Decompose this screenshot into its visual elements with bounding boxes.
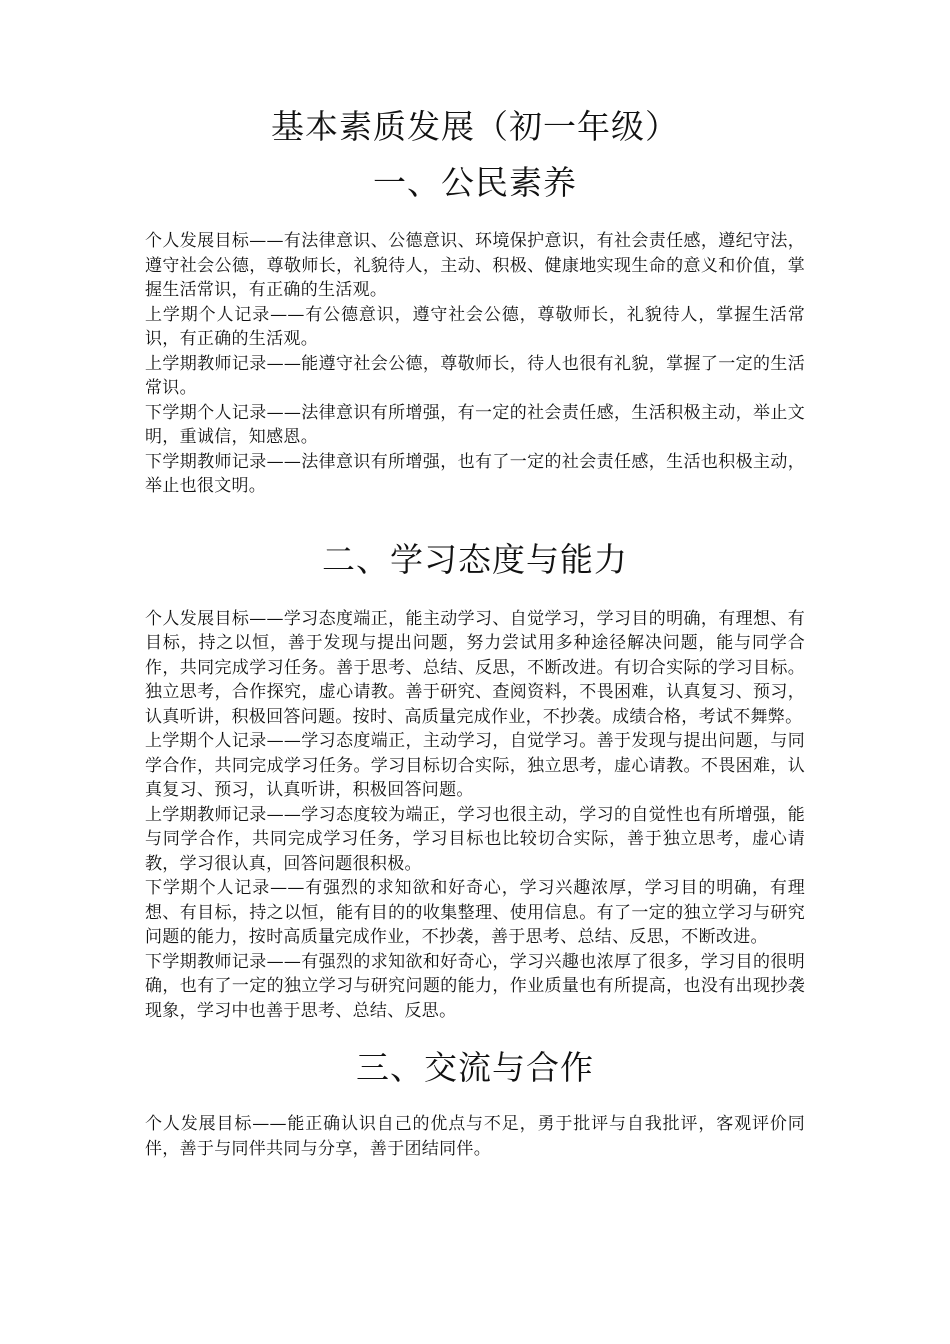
section-civic-literacy — [145, 162, 805, 499]
section-body — [145, 1112, 805, 1161]
paragraph-first-term-teacher-record: 上学期教师记录——学习态度较为端正，学习也很主动，学习的自觉性也有所增强，能与同学合作，共同完成学习任务，学习目标也比较切合实际，善于独立思考，虚心请教，学习很认真，回答问题很积极。 — [145, 804, 805, 874]
paragraph-second-term-personal-record: 下学期个人记录——有强烈的求知欲和好奇心，学习兴趣浓厚，学习目的明确，有理想、有目标，持之以恒，能有目的的收集整理、使用信息。有了一定的独立学习与研究问题的能力，按时高质量完成作业，不抄袭，善于思考、总结、反思，不断改进。 — [145, 878, 805, 947]
paragraph-first-term-teacher-record: 上学期教师记录——能遵守社会公德，尊敬师长，待人也很有礼貌，掌握了一定的生活常识。 — [145, 353, 805, 398]
paragraph-first-term-personal-record: 上学期个人记录——有公德意识，遵守社会公德，尊敬师长，礼貌待人，掌握生活常识，有正确的生活观。 — [145, 304, 805, 349]
paragraph-personal-goal: 个人发展目标——能正确认识自己的优点与不足，勇于批评与自我批评，客观评价同伴，善于与同伴共同与分享，善于团结同伴。 — [145, 1114, 805, 1159]
document-title: 基本素质发展（初一年级） — [271, 107, 679, 146]
paragraph-second-term-teacher-record: 下学期教师记录——有强烈的求知欲和好奇心，学习兴趣也浓厚了很多，学习目的很明确，也有了一定的独立学习与研究问题的能力，作业质量也有所提高，也没有出现抄袭现象，学习中也善于思考、总结、反思。 — [145, 951, 805, 1021]
paragraph-second-term-personal-record: 下学期个人记录——法律意识有所增强，有一定的社会责任感，生活积极主动，举止文明，重诚信，知感恩。 — [145, 402, 805, 447]
section-heading: 二、学习态度与能力 — [322, 539, 628, 579]
paragraph-personal-goal: 个人发展目标——有法律意识、公德意识、环境保护意识，有社会责任感，遵纪守法，遵守社会公德，尊敬师长，礼貌待人，主动、积极、健康地实现生命的意义和价值，掌握生活常识，有正确的生活观。 — [145, 231, 805, 300]
section-body — [145, 607, 805, 1024]
paragraph-second-term-teacher-record: 下学期教师记录——法律意识有所增强，也有了一定的社会责任感，生活也积极主动，举止也很文明。 — [145, 451, 805, 496]
section-body — [145, 229, 805, 499]
paragraph-first-term-personal-record: 上学期个人记录——学习态度端正，主动学习，自觉学习。善于发现与提出问题，与同学合作，共同完成学习任务。学习目标切合实际，独立思考，虚心请教。不畏困难，认真复习、预习，认真听讲，积极回答问题。 — [145, 731, 805, 800]
paragraph-personal-goal: 个人发展目标——学习态度端正，能主动学习、自觉学习，学习目的明确，有理想、有目标，持之以恒，善于发现与提出问题，努力尝试用多种途径解决问题，能与同学合作，共同完成学习任务。善于思考、总结、反思，不断改进。有切合实际的学习目标。独立思考，合作探究，虚心请教。善于研究、查阅资料，不畏困难，认真复习、预习，认真听讲，积极回答问题。按时、高质量完成作业，不抄袭。成绩合格，考试不舞弊。 — [145, 608, 805, 727]
section-communication-cooperation — [145, 1047, 805, 1161]
section-heading: 三、交流与合作 — [356, 1048, 594, 1087]
section-heading: 一、公民素养 — [373, 163, 577, 202]
section-learning-attitude — [145, 539, 805, 1024]
